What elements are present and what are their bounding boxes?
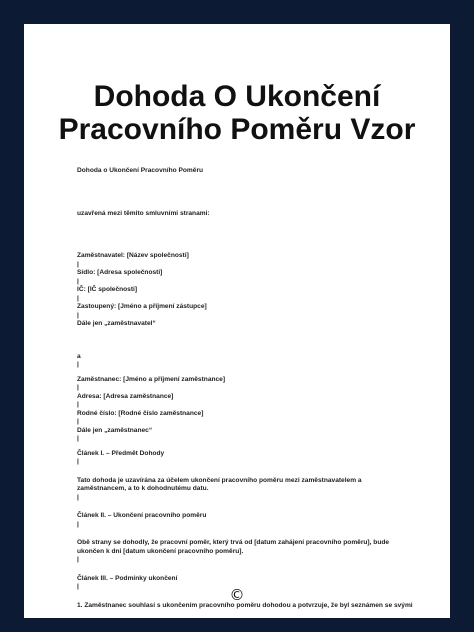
employee-name: Zaměstnanec: [Jméno a příjmení zaměstnance]: [77, 375, 226, 383]
page-title-line-2: Pracovního Poměru Vzor: [58, 113, 416, 146]
article-3-text: 1. Zaměstnanec souhlasí s ukončením pracovního poměru dohodou a potvrzuje, že byl seznámen se svými: [77, 601, 413, 609]
separator: |: [77, 493, 79, 501]
separator: |: [77, 311, 79, 319]
separator: |: [77, 458, 79, 465]
separator: |: [77, 556, 79, 563]
document-page: [24, 24, 450, 618]
article-2-heading: Článek II. – Ukončení pracovního poměru: [77, 512, 207, 519]
employee-alias: Dále jen „zaměstnanec“: [77, 426, 153, 434]
article-3-heading: Článek III. – Podmínky ukončení: [77, 574, 178, 582]
separator: |: [77, 277, 79, 285]
page-title-line-1: Dohoda O Ukončení: [93, 80, 381, 113]
article-1-heading: Článek I. – Předmět Dohody: [77, 449, 165, 457]
copyright-icon: ©: [229, 586, 245, 604]
page-title: [24, 80, 450, 146]
employer-ico: IČ: [IČ společnosti]: [77, 286, 138, 293]
separator: |: [77, 260, 79, 268]
employer-seat: Sídlo: [Adresa společnosti]: [77, 269, 163, 276]
employer-name: Zaměstnavatel: [Název společnosti]: [77, 252, 189, 259]
employee-address: Adresa: [Adresa zaměstnance]: [77, 392, 174, 400]
document-intro: uzavřená mezi těmito smluvními stranami:: [77, 209, 210, 217]
conjunction: a: [77, 352, 81, 360]
separator: |: [77, 294, 79, 302]
separator: |: [77, 418, 79, 425]
separator: |: [77, 435, 79, 442]
separator: |: [77, 401, 79, 408]
document-body: [77, 167, 417, 610]
article-2-text: Obě strany se dohodly, že pracovní poměr, který trvá od [datum zahájení pracovního poměru], bude ukončen k dni [datum ukončení pracovního poměru].: [77, 539, 390, 555]
separator: |: [77, 361, 79, 368]
document-heading: Dohoda o Ukončení Pracovního Poměru: [77, 167, 204, 174]
article-1-text: Tato dohoda je uzavírána za účelem ukončení pracovního poměru mezi zaměstnavatelem a zaměstnancem, a to k dohodnutému datu.: [77, 476, 362, 492]
separator: |: [77, 520, 79, 528]
employer-alias: Dále jen „zaměstnavatel“: [77, 320, 156, 327]
employer-representative: Zastoupený: [Jméno a příjmení zástupce]: [77, 303, 207, 310]
employee-birth-number: Rodné číslo: [Rodné číslo zaměstnance]: [77, 409, 204, 417]
separator: |: [77, 583, 79, 590]
separator: |: [77, 384, 79, 391]
